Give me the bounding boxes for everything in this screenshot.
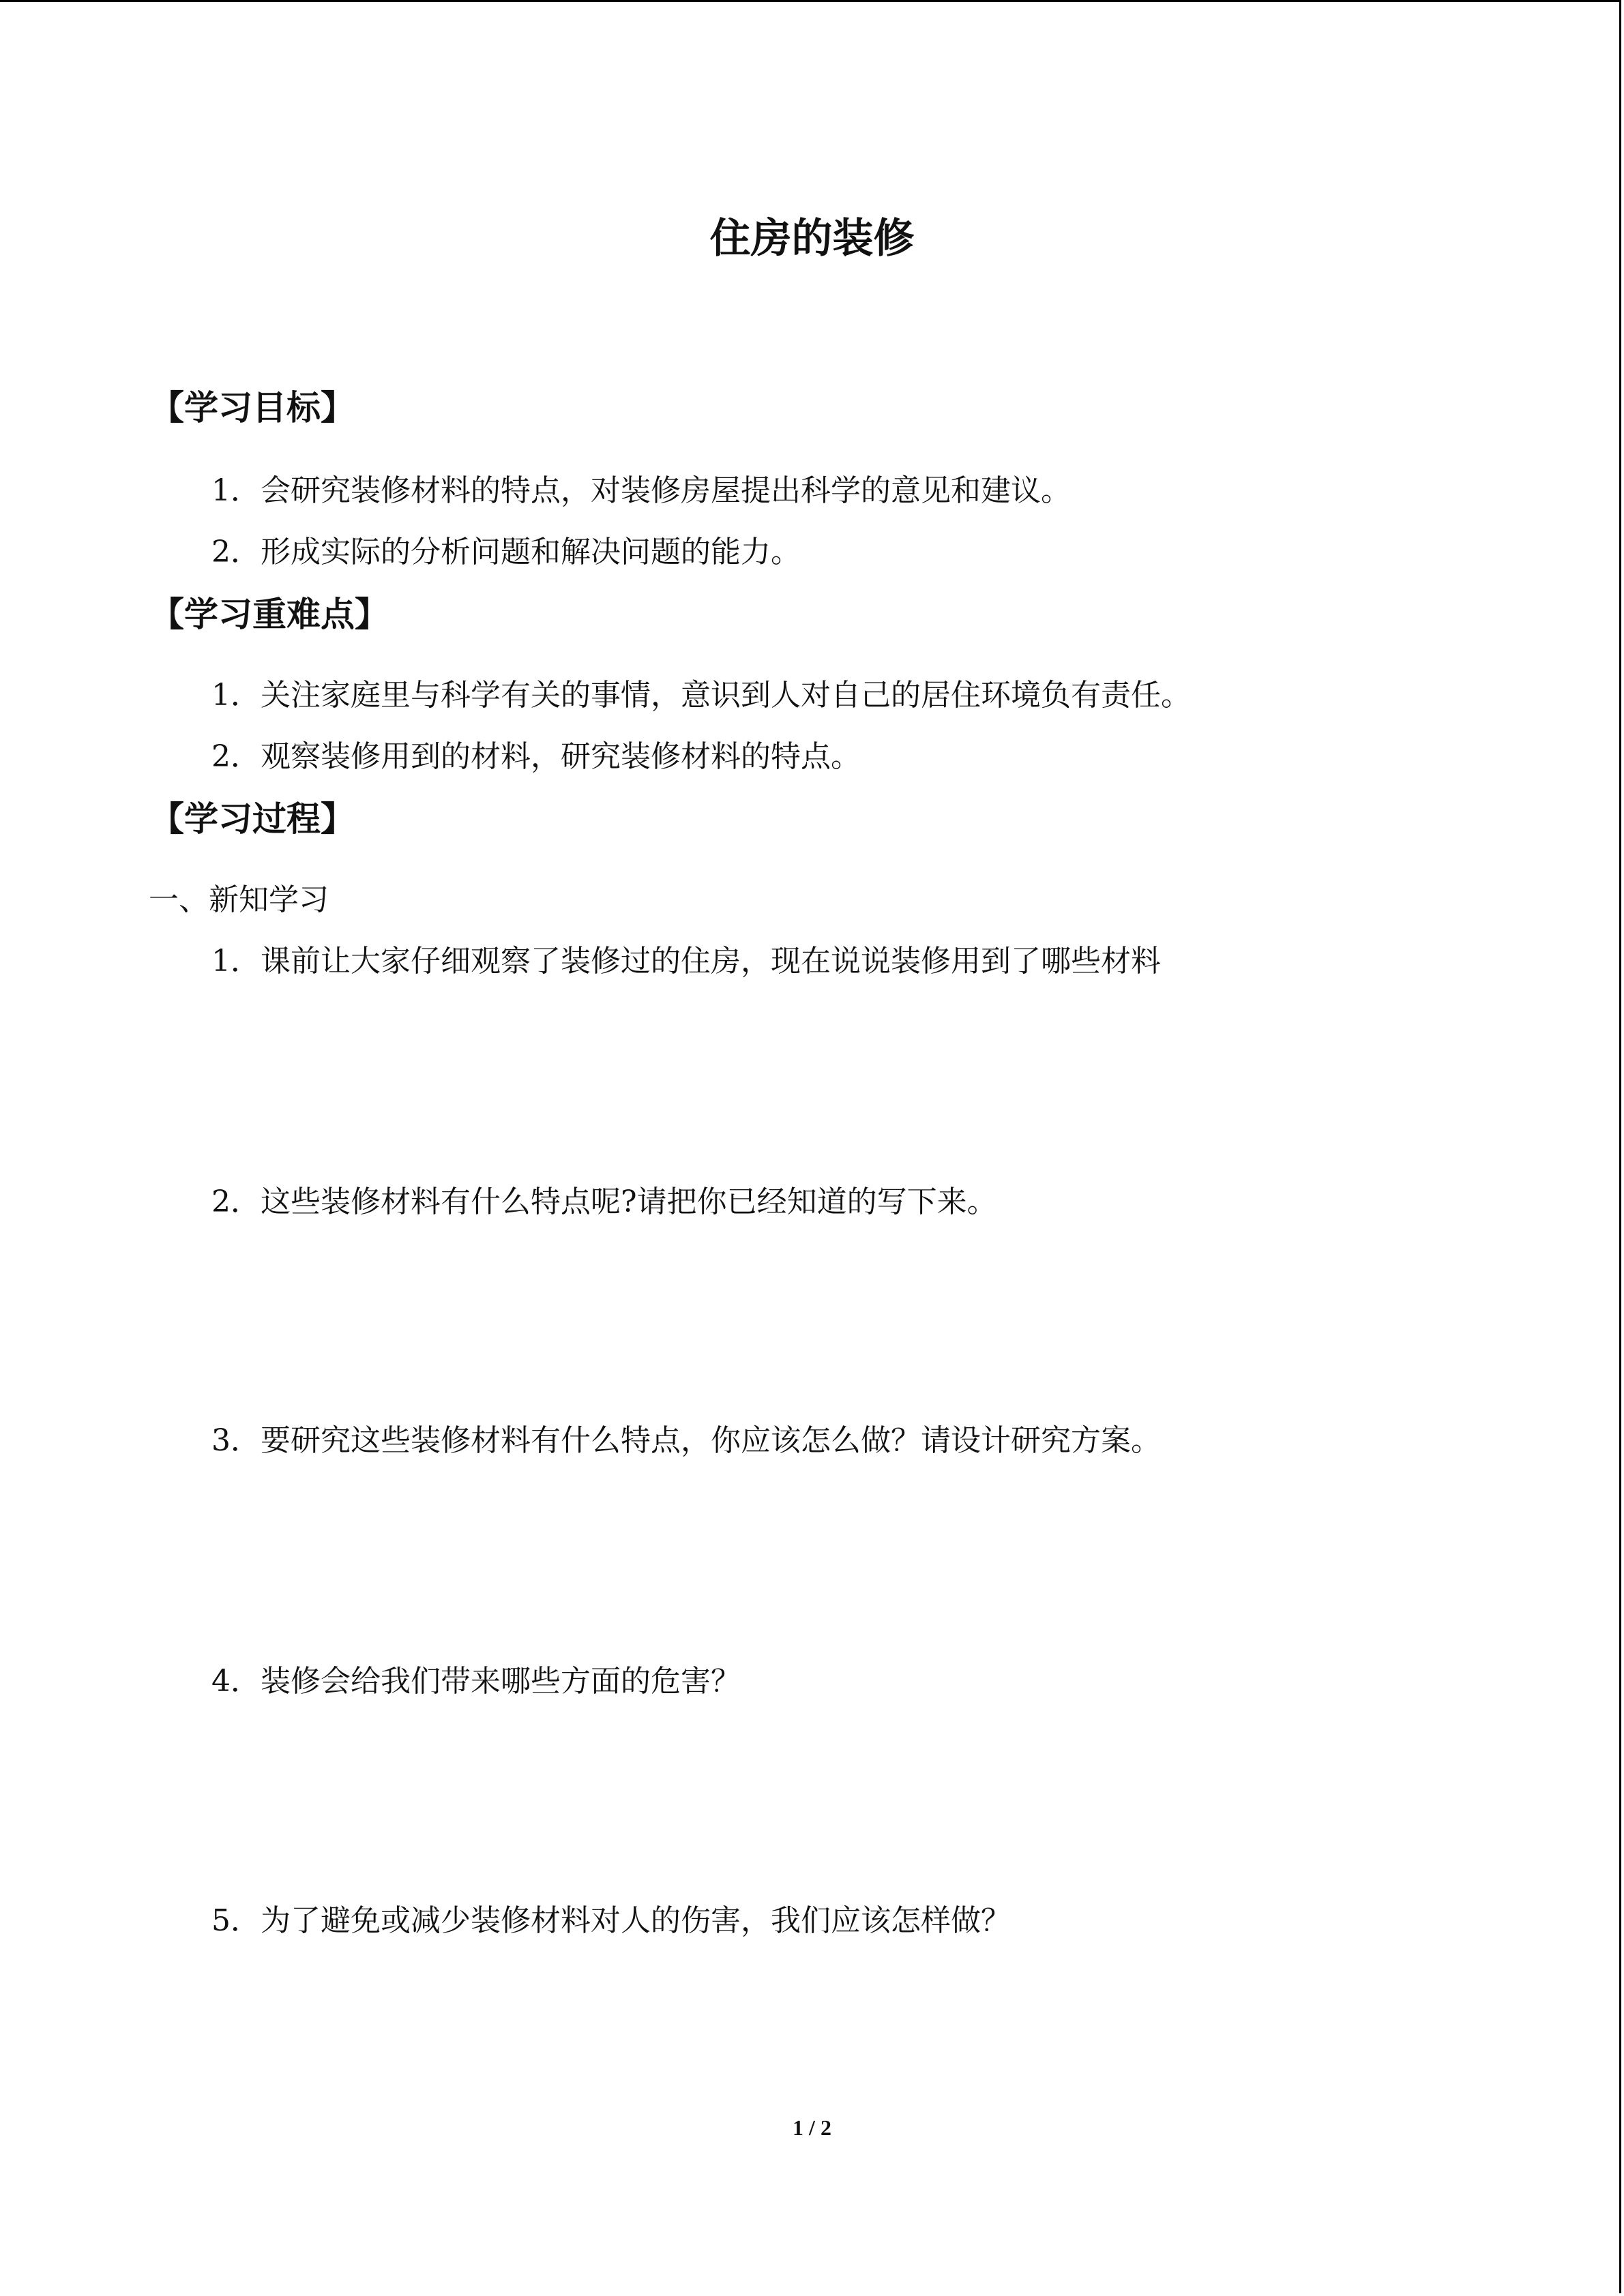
heading-learning-objectives: 【学习目标】 — [150, 388, 355, 428]
heading-learning-process: 【学习过程】 — [150, 799, 355, 839]
section-new-knowledge: 一、新知学习 — [149, 882, 329, 917]
heading-key-points: 【学习重难点】 — [150, 595, 389, 634]
process-question-5: 5．为了避免或减少装修材料对人的伤害，我们应该怎样做？ — [211, 1903, 1011, 1938]
process-question-1: 1．课前让大家仔细观察了装修过的住房，现在说说装修用到了哪些材料 — [211, 944, 1161, 979]
process-question-2: 2．这些装修材料有什么特点呢?请把你已经知道的写下来。 — [211, 1184, 997, 1219]
objective-item-2: 2．形成实际的分析问题和解决问题的能力。 — [211, 535, 801, 569]
page-number: 1 / 2 — [793, 2115, 831, 2140]
key-point-item-1: 1．关注家庭里与科学有关的事情，意识到人对自己的居住环境负有责任。 — [211, 678, 1191, 713]
process-question-4: 4．装修会给我们带来哪些方面的危害？ — [211, 1664, 741, 1699]
document-title: 住房的装修 — [709, 215, 915, 263]
process-question-3: 3．要研究这些装修材料有什么特点，你应该怎么做？请设计研究方案。 — [211, 1423, 1161, 1458]
objective-item-1: 1．会研究装修材料的特点，对装修房屋提出科学的意见和建议。 — [211, 473, 1071, 508]
key-point-item-2: 2．观察装修用到的材料，研究装修材料的特点。 — [211, 739, 861, 774]
